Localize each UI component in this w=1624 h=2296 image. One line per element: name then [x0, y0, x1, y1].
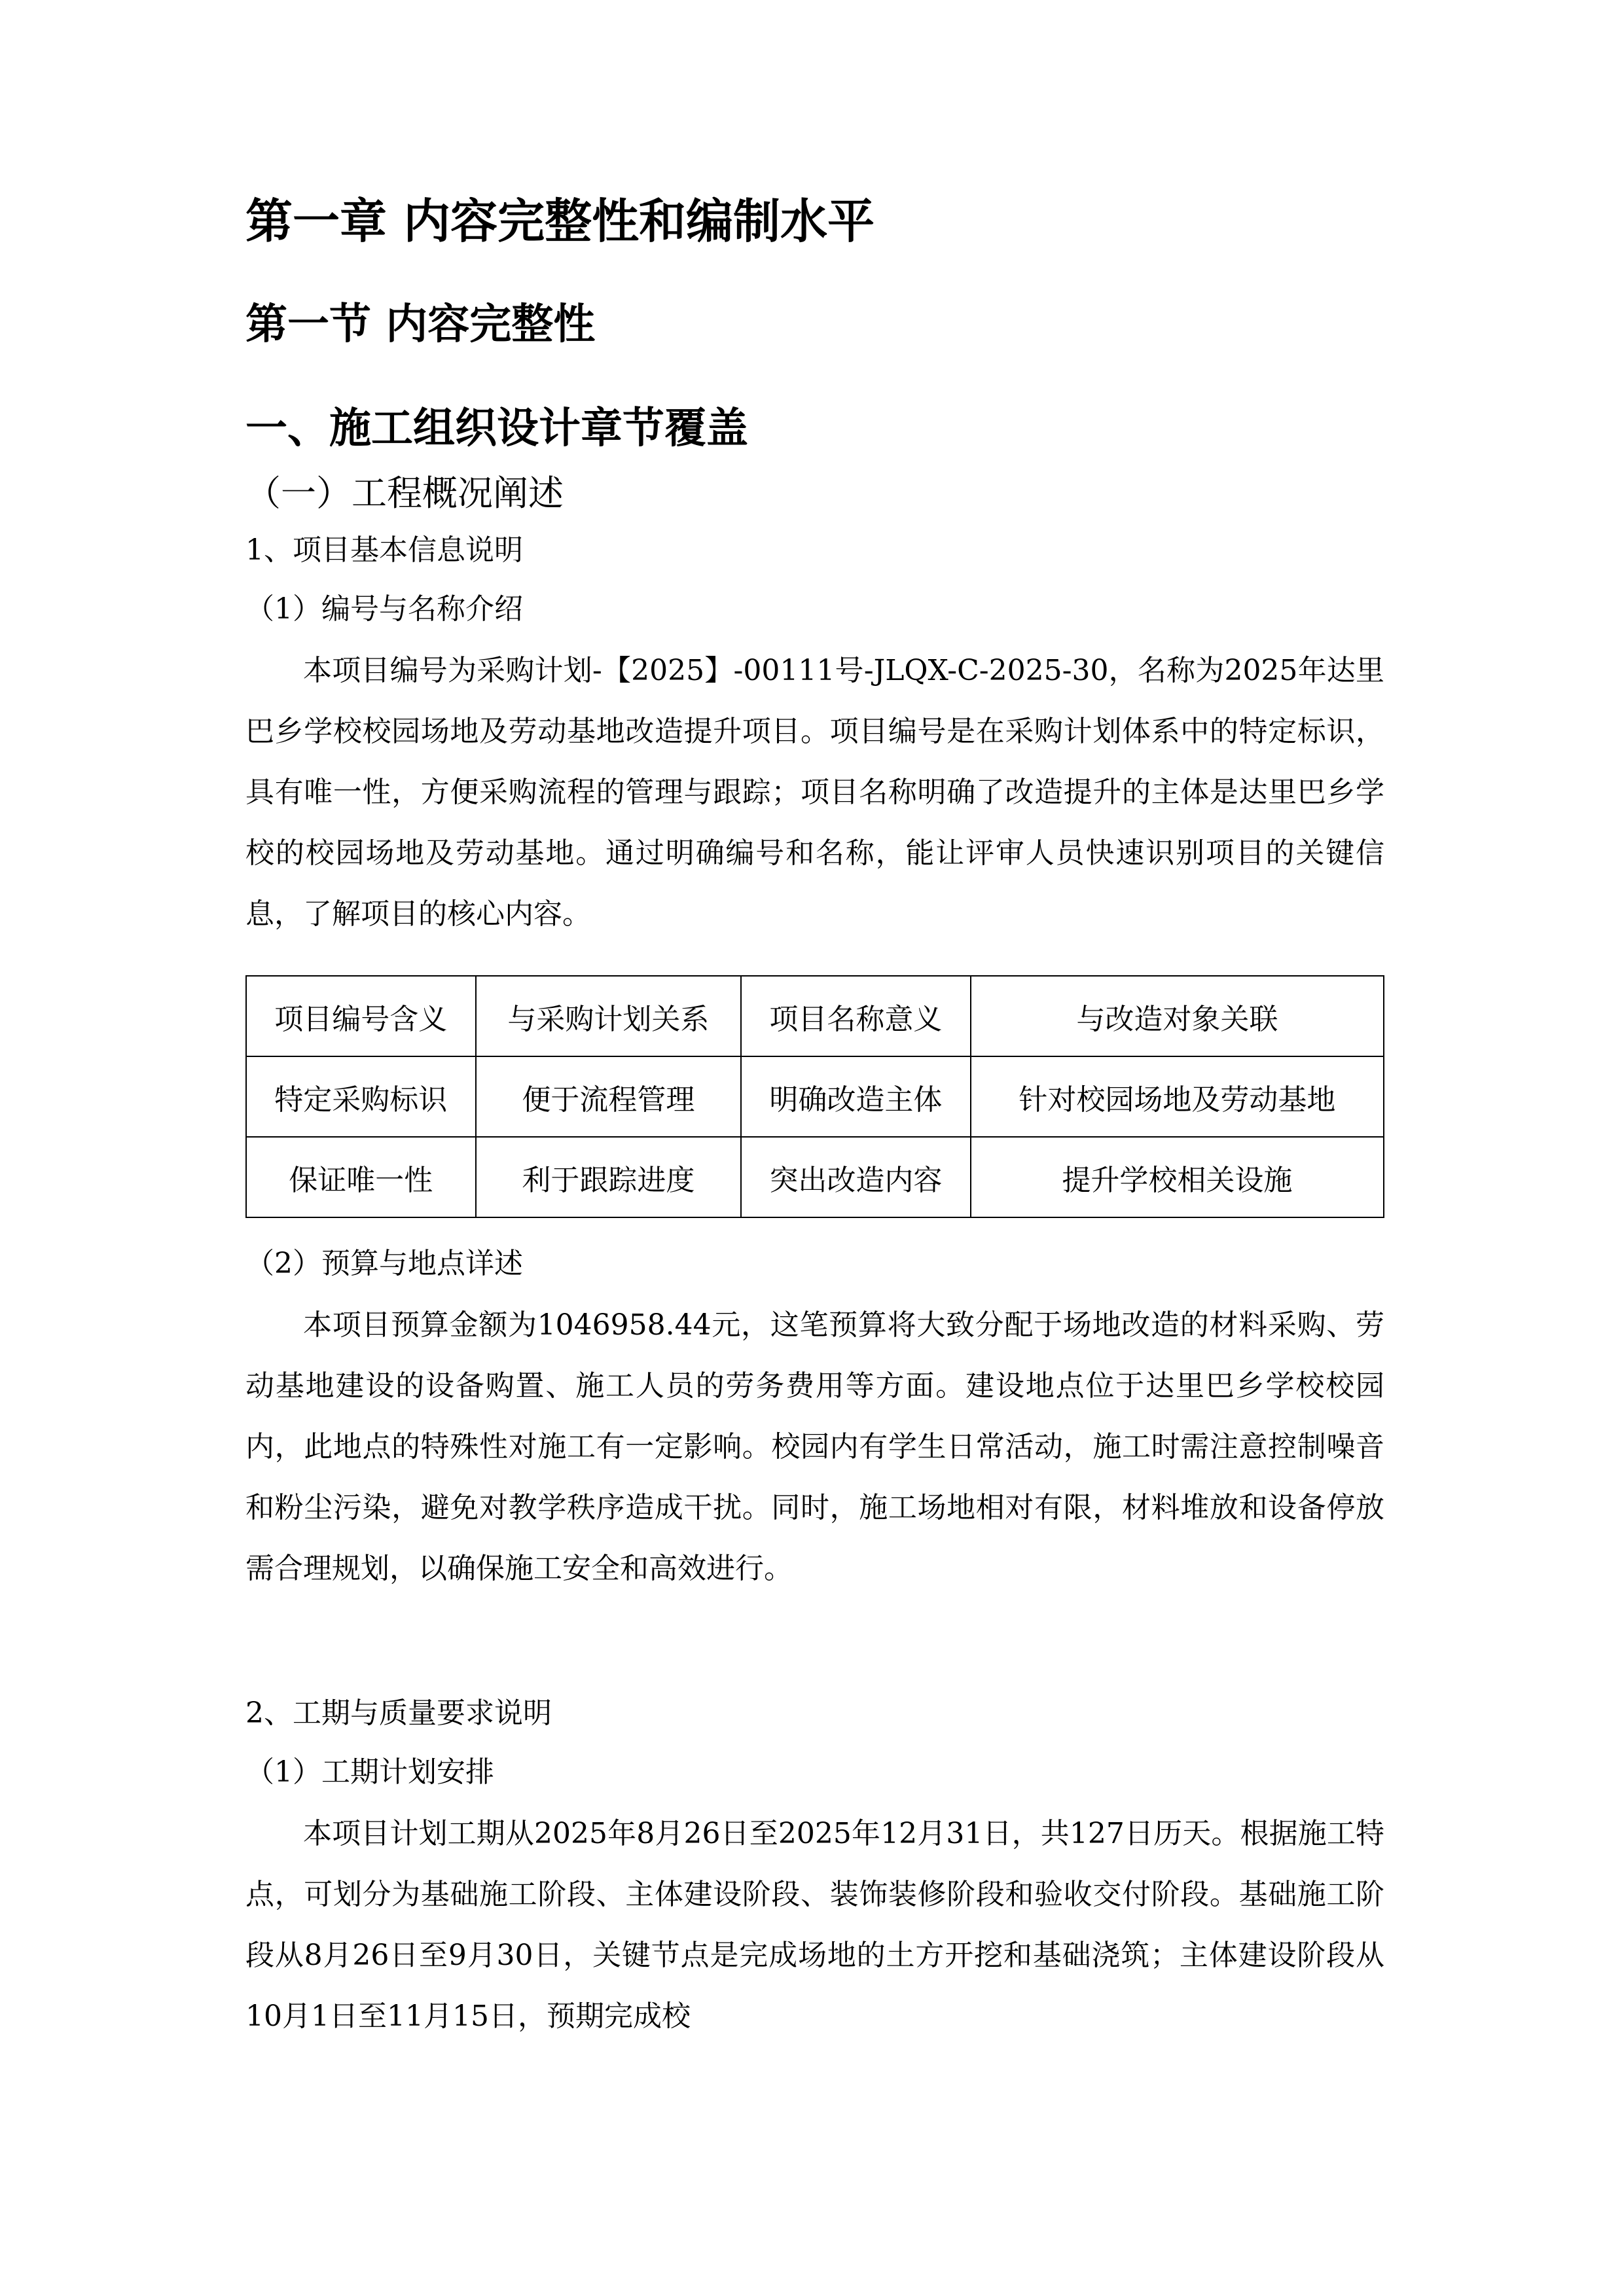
sub-heading-1-2: （2）预算与地点详述 — [245, 1247, 523, 1280]
section-title: 第一节 内容完整性 — [245, 300, 596, 349]
item-heading-1: 1、项目基本信息说明 — [245, 533, 523, 567]
table-cell: 便于流程管理 — [476, 1056, 742, 1137]
table-cell: 针对校园场地及劳动基地 — [971, 1056, 1384, 1137]
paragraph-schedule: 本项目计划工期从2025年8月26日至2025年12月31日，共127日历天。根据施工特点，可划分为基础施工阶段、主体建设阶段、装饰装修阶段和验收交付阶段。基础施工阶段从8月26日至9月30日，关键节点是完成场地的土方开挖和基础浇筑；主体建设阶段从10月1日至11月15日，预期完成校 — [245, 1817, 1384, 2033]
table-header-cell: 与改造对象关联 — [971, 976, 1384, 1056]
table-row — [246, 1056, 1384, 1137]
paragraph-project-id: 本项目编号为采购计划-【2025】-00111号-JLQX-C-2025-30，名称为2025年达里巴乡学校校园场地及劳动基地改造提升项目。项目编号是在采购计划体系中的特定标识，具有唯一性，方便采购流程的管理与跟踪；项目名称明确了改造提升的主体是达里巴乡学校的校园场地及劳动基地。通过明确编号和名称，能让评审人员快速识别项目的关键信息，了解项目的核心内容。 — [245, 654, 1384, 931]
paragraph-budget-location: 本项目预算金额为1046958.44元，这笔预算将大致分配于场地改造的材料采购、劳动基地建设的设备购置、施工人员的劳务费用等方面。建设地点位于达里巴乡学校校园内，此地点的特殊性对施工有一定影响。校园内有学生日常活动，施工时需注意控制噪音和粉尘污染，避免对教学秩序造成干扰。同时，施工场地相对有限，材料堆放和设备停放需合理规划，以确保施工安全和高效进行。 — [245, 1308, 1384, 1585]
table-cell: 利于跟踪进度 — [476, 1137, 742, 1217]
table-header-row — [246, 976, 1384, 1056]
subsection-title: 一、施工组织设计章节覆盖 — [245, 404, 748, 453]
sub-heading-1-1: （1）编号与名称介绍 — [245, 592, 523, 626]
chapter-title: 第一章 内容完整性和编制水平 — [245, 194, 875, 249]
project-info-table — [245, 975, 1384, 1218]
table-cell: 特定采购标识 — [246, 1056, 476, 1137]
table-cell: 保证唯一性 — [246, 1137, 476, 1217]
table-header-cell: 项目编号含义 — [246, 976, 476, 1056]
table-cell: 提升学校相关设施 — [971, 1137, 1384, 1217]
item-heading-2: 2、工期与质量要求说明 — [245, 1696, 552, 1730]
table-row — [246, 1137, 1384, 1217]
sub-heading-2-1: （1）工期计划安排 — [245, 1755, 494, 1789]
part-heading: （一）工程概况阐述 — [245, 473, 564, 514]
table-cell: 明确改造主体 — [741, 1056, 971, 1137]
table-header-cell: 与采购计划关系 — [476, 976, 742, 1056]
table-cell: 突出改造内容 — [741, 1137, 971, 1217]
table-header-cell: 项目名称意义 — [741, 976, 971, 1056]
